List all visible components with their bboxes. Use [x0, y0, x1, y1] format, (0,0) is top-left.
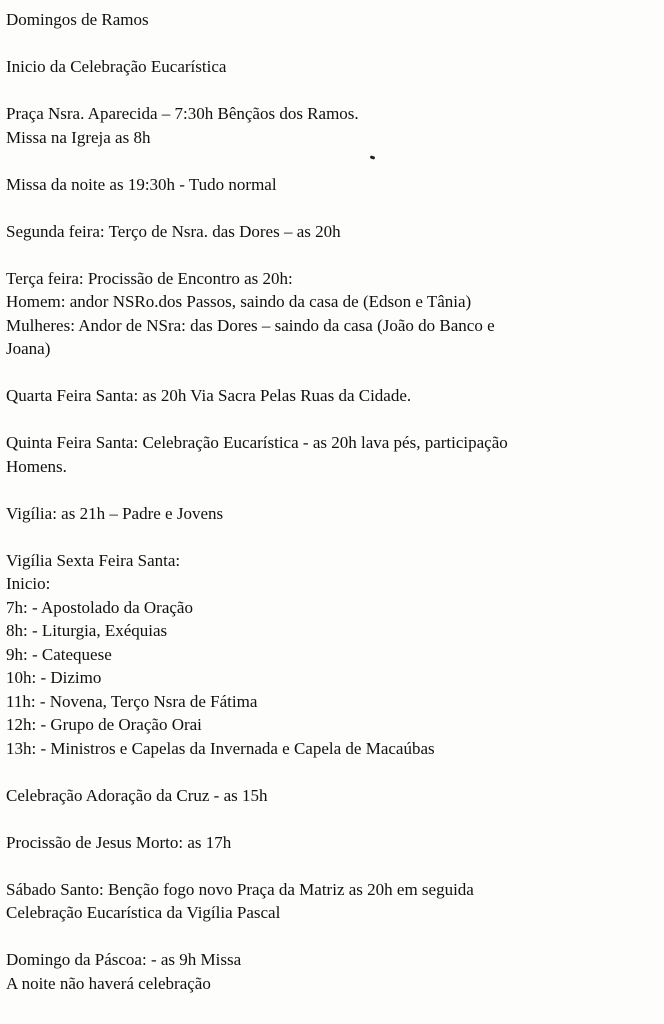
text-line: Inicio: [6, 574, 51, 593]
spacer [6, 925, 664, 949]
schedule-line: 13h: - Ministros e Capelas da Invernada e Capela de Macaúbas [6, 738, 435, 758]
text-line: A noite não haverá celebração [6, 973, 211, 993]
text-line: Mulheres: Andor de NSra: das Dores – saindo da casa (João do Banco e [6, 315, 495, 335]
spacer [6, 243, 664, 267]
text-line: Terça feira: Procissão de Encontro as 20h: [6, 268, 293, 288]
text-line: Quarta Feira Santa: as 20h Via Sacra Pelas Ruas da Cidade. [6, 386, 412, 405]
spacer [6, 854, 664, 878]
spacer [6, 525, 664, 549]
spacer [6, 32, 664, 56]
spacer [6, 478, 664, 502]
text-line: Quinta Feira Santa: Celebração Eucarística - as 20h lava pés, participação [6, 433, 508, 452]
text-line: Celebração Adoração da Cruz - as 15h [6, 785, 268, 805]
text-line: Vigília Sexta Feira Santa: [6, 550, 181, 570]
spacer [6, 807, 664, 831]
text-line: Joana) [6, 339, 51, 358]
spacer [6, 408, 664, 432]
text-line: Homem: andor NSRo.dos Passos, saindo da casa de (Edson e Tânia) [6, 292, 472, 311]
text-line: Domingo da Páscoa: - as 9h Missa [6, 950, 242, 969]
schedule-line: 11h: - Novena, Terço Nsra de Fátima [6, 691, 258, 711]
text-line: Homens. [6, 456, 67, 476]
text-line: Vigília: as 21h – Padre e Jovens [6, 503, 224, 523]
text-line: Sábado Santo: Benção fogo novo Praça da Matriz as 20h em seguida [6, 879, 474, 899]
schedule-line: 9h: - Catequese [6, 644, 112, 664]
schedule-line: 12h: - Grupo de Oração Orai [6, 715, 202, 734]
spacer [6, 361, 664, 385]
spacer [6, 196, 664, 220]
spacer [6, 149, 664, 173]
spacer [6, 79, 664, 103]
spacer [6, 760, 664, 784]
text-line: Missa na Igreja as 8h [6, 127, 151, 147]
schedule-line: 10h: - Dizimo [6, 668, 102, 687]
text-line: Inicio da Celebração Eucarística [6, 57, 227, 76]
document-title: Domingos de Ramos [6, 10, 149, 29]
text-line: Praça Nsra. Aparecida – 7:30h Bênçãos dos Ramos. [6, 104, 359, 123]
text-line: Missa da noite as 19:30h - Tudo normal [6, 174, 277, 194]
text-line: Celebração Eucarística da Vigília Pascal [6, 903, 281, 922]
text-line: Segunda feira: Terço de Nsra. das Dores – as 20h [6, 221, 341, 241]
text-line: Procissão de Jesus Morto: as 17h [6, 832, 232, 852]
schedule-line: 8h: - Liturgia, Exéquias [6, 621, 168, 640]
schedule-line: 7h: - Apostolado da Oração [6, 597, 193, 617]
